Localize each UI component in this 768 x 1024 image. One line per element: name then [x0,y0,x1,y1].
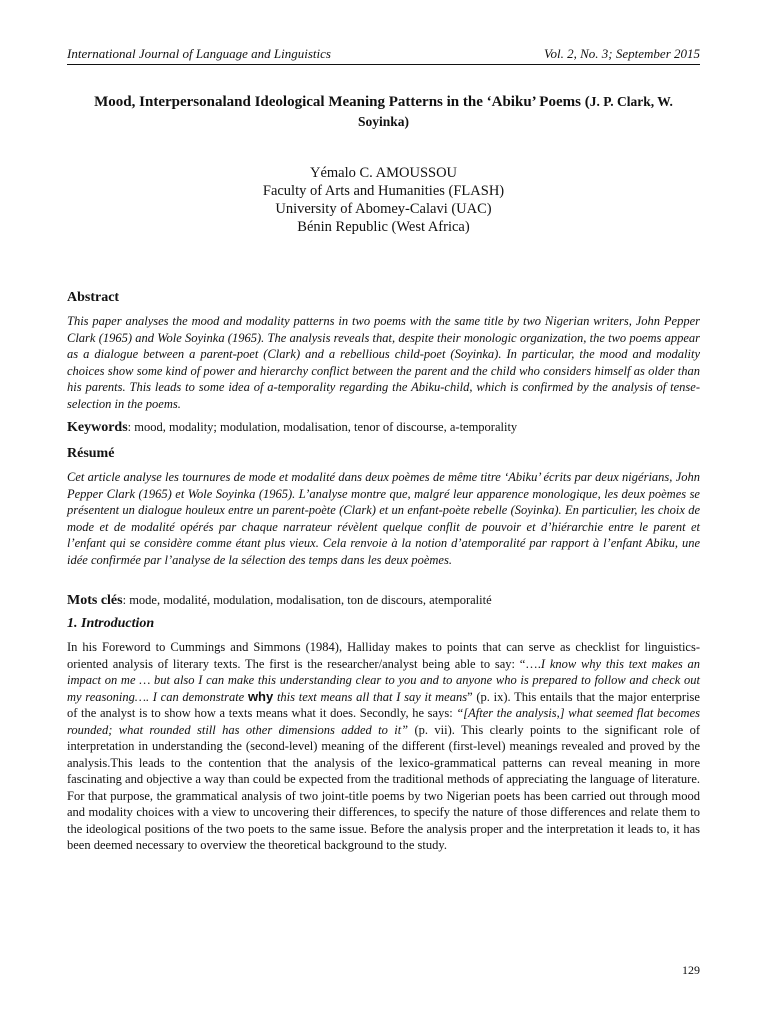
abstract-heading: Abstract [67,290,120,305]
paper-page [67,0,700,1024]
journal-name: International Journal of Language and Linguistics [67,46,331,61]
keywords-line [67,419,700,436]
intro-part-1: In his Foreword to Cummings and Simmons (1984), Halliday makes to points that can serve as checklist for linguistics-oriented analysis of literary texts. The first is the researcher/analyst being able to say: “…. [67,640,700,671]
mots-cles-label: Mots clés [67,593,123,608]
volume-info: Vol. 2, No. 3; September 2015 [544,46,700,61]
introduction-text [67,639,700,854]
mots-cles-text: : mode, modalité, modulation, modalisation, ton de discours, atemporalité [122,593,492,607]
keywords-label: Keywords [67,420,128,435]
introduction-heading: 1. Introduction [67,616,155,631]
intro-part-3: (p. vii). This clearly points to the significant role of interpretation in understanding the (second-level) meaning of the different (first-level) meanings revealed and proved by the analysis.This leads to the contention that the analysis of the lexico-grammatical patterns can reveal meaning in more fascinating and objective a way than could be expected from the traditional methods of appreciating the language of literature. For that purpose, the grammatical analysis of two joint-title poems by two Nigerian poets has been carried out through mood and modality choices with a view to uncovering their differences, to specify the nature of those differences and relate them to the ideological positions of the two poets to the same issue. Before the analysis proper and the interpretation it leads to, it has been deemed necessary to overview the theoretical background to the study. [67,722,701,852]
title-main: Mood, Interpersonaland Ideological Meaning Patterns in the ‘Abiku’ Poems ( [94,94,590,110]
intro-quote-1: I know why this text makes an impact on me … but also I can make this understanding clear to you and to anyone who is prepared to follow and check out my reasoning…. I can demonstrate [67,656,700,704]
resume-text: Cet article analyse les tournures de mode et modalité dans deux poèmes de même titre ‘Abiku’ écrits par deux nigérians, John Pepper Clark (1965) et Wole Soyinka (1965). L’analyse montre que, malgré leur apparence monologique, les deux poèmes se présentent un dialogue houleux entre un parent-poète (Clark) et un enfant-poète rebelle (Soyinka). En particulier, les choix de mode et de modalité opérés par chaque narrateur révèlent quelque conflit de pouvoir et d’hiérarchie entre le parent et l’enfant qui se considère comme étant plus vieux. Cela renvoie à la notion d’atemporalité par rapport à l’enfant Abiku, une idée confirmée par l’analyse de la sélection des temps dans les deux poèmes. [67,470,700,567]
intro-quote-why: why [247,688,274,704]
intro-part-2: ” (p. ix). This entails that the major enterprise of the analyst is to show how a texts means what it does. Secondly, he says: [67,689,700,720]
intro-quote-2: “[After the analysis,] what seemed flat becomes rounded; what rounded still has other dimensions added to it” [67,706,700,737]
running-header [67,46,700,65]
resume-heading: Résumé [67,446,115,461]
abstract-text: This paper analyses the mood and modality patterns in two poems with the same title by two Nigerian writers, John Pepper Clark (1965) and Wole Soyinka (1965). The analysis reveals that, despite their monologic organization, the two poems appear as a dialogue between a parent-poet (Clark) and a rebellious child-poet (Soyinka). In particular, the mood and modality choices show some kind of power and hierarchy conflict between the parent and the child who considers himself as older than his parents. This leads to some idea of a-temporality regarding the Abiku-child, which is confirmed by the analysis of tense-selection in the poems. [67,314,700,411]
mots-cles-line [67,592,700,609]
keywords-text: : mood, modality; modulation, modalisation, tenor of discourse, a-temporality [127,420,518,434]
author-name: Yémalo C. AMOUSSOU [309,165,458,181]
author-country: Bénin Republic (West Africa) [297,219,470,235]
title-authors: J. P. Clark, W. Soyinka) [357,94,673,129]
paper-title [67,92,700,132]
author-faculty: Faculty of Arts and Humanities (FLASH) [262,183,505,199]
page-number: 129 [682,963,700,977]
author-university: University of Abomey-Calavi (UAC) [275,201,492,217]
intro-quote-1-end: this text means all that I say it means [273,689,468,704]
author-block [67,164,700,236]
